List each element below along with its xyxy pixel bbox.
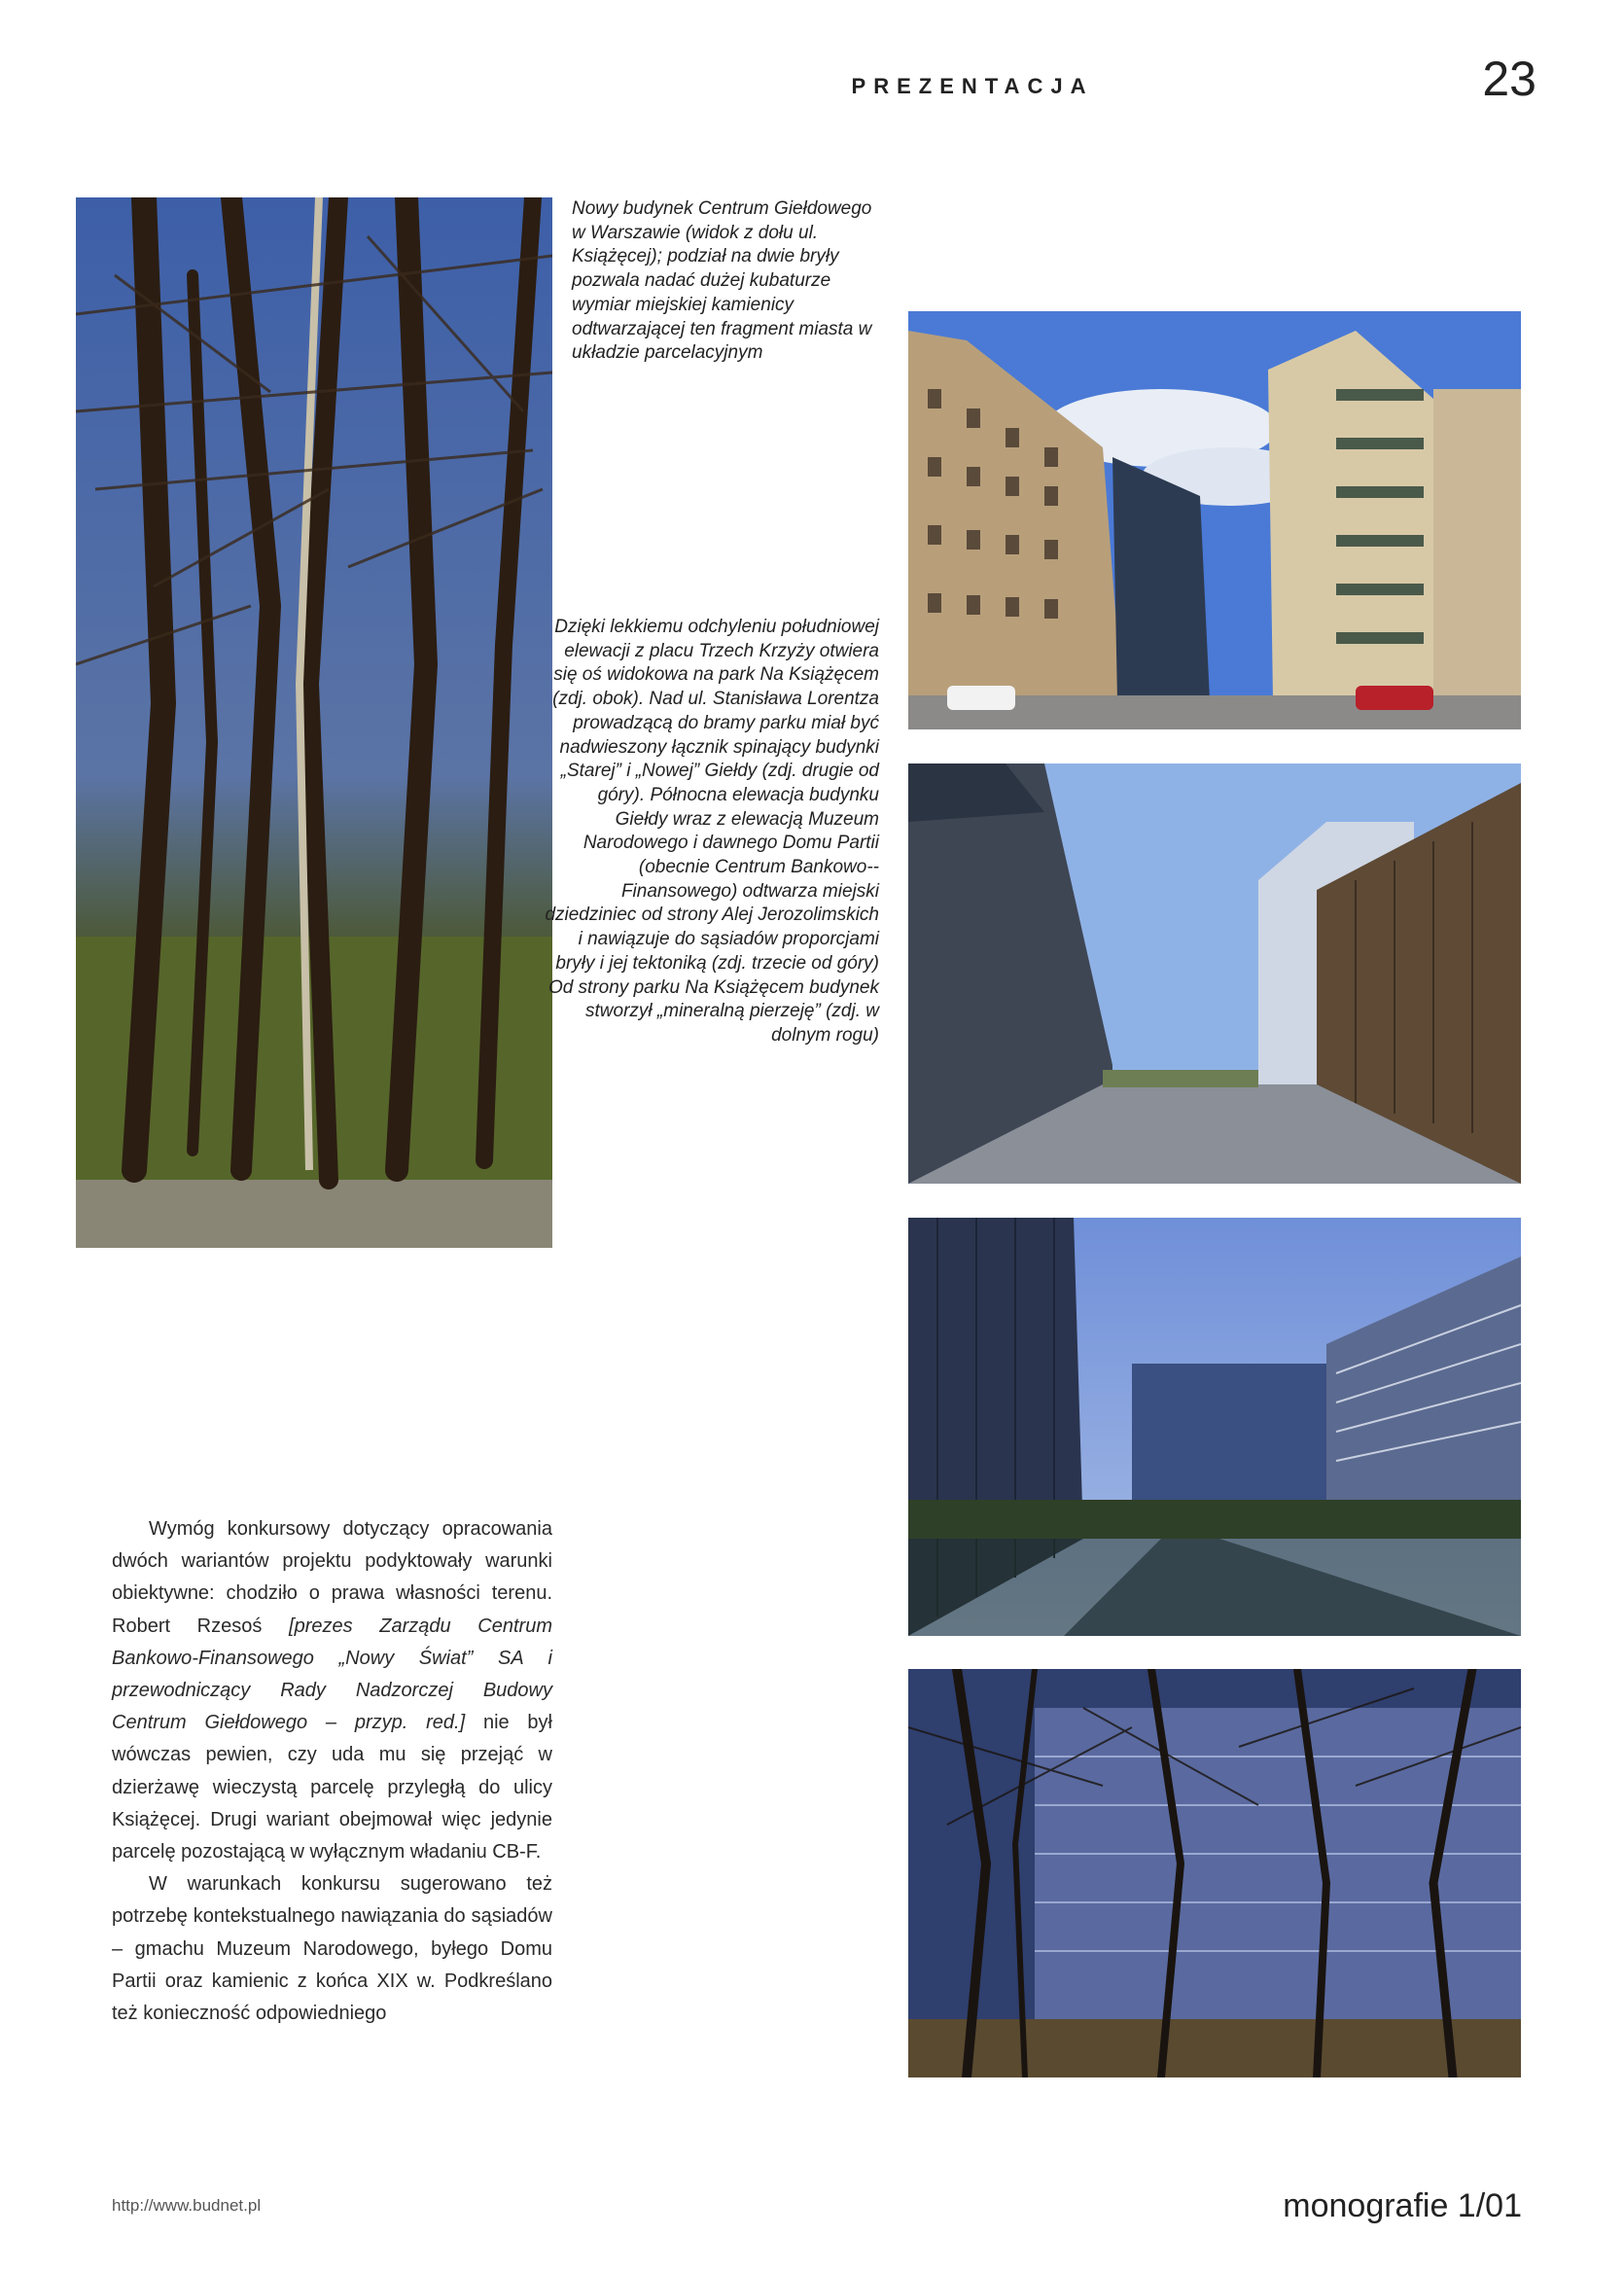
photo-building-trees (908, 1669, 1521, 2077)
footer-url-link[interactable]: http://www.budnet.pl (112, 2196, 262, 2215)
photo-courtyard-street (908, 763, 1521, 1184)
editor-note: [prezes Zarządu Centrum Bankowo-Finansowego „Nowy Świat” SA i przewodniczący Rady Nadzorczej Budowy Centrum Giełdowego – przyp. red.] (112, 1615, 552, 1734)
section-title: PREZENTACJA (851, 74, 1094, 98)
photo-street-ing-building (908, 311, 1521, 729)
body-paragraph-1-text-b: nie był wówczas pewien, czy uda mu się przejąć w dzierżawę wieczystą parcelę przyległą do ulicy Książęcej. Drugi wariant obejmował więc jedynie parcelę pozostającą w wyłącznym władaniu CB-F. (112, 1712, 552, 1864)
body-paragraph-1 (112, 1513, 552, 1868)
photo-dusk-courtyard (908, 1218, 1521, 1636)
body-paragraph-2: W warunkach konkursu sugerowano też potrzebę kontekstualnego nawiązania do sąsiadów – gmachu Muzeum Narodowego, byłego Domu Partii oraz kamienic z końca XIX w. Podkreślano też konieczność odpowiedniego (112, 1873, 552, 2025)
footer-issue: monografie 1/01 (1283, 2187, 1522, 2224)
page-number: 23 (1482, 52, 1536, 106)
article-body (112, 1513, 552, 2030)
caption-middle: Dzięki lekkiemu odchyleniu południowej elewacji z placu Trzech Krzyży otwiera się oś widokowa na park Na Książęcem (zdj. obok). Nad ul. Stanisława Lorentza prowadzącą do bramy parku miał być nadwieszony łącznik spinający budynki „Starej” i „Nowej” Giełdy (zdj. drugie od góry). Północna elewacja budynku Giełdy wraz z elewacją Muzeum Narodowego i dawnego Domu Partii (obecnie Centrum Bankowo--Finansowego) odtwarza miejski dziedziniec od strony Alej Jerozolimskich i nawiązuje do sąsiadów proporcjami bryły i jej tektoniką (zdj. trzecie od góry) Od strony parku Na Książęcem budynek stworzył „mineralną pierzeję” (zdj. w dolnym rogu) (545, 617, 879, 1046)
caption-top: Nowy budynek Centrum Giełdowego w Warszawie (widok z dołu ul. Książęcej); podział na dwie bryły pozwala nadać dużej kubaturze wymiar miejskiej kamienicy odtwarzającej ten fragment miasta w układzie parcelacyjnym (572, 198, 872, 364)
body-paragraph-1-text-a: Wymóg konkursowy dotyczący opracowania dwóch wariantów projektu podyktowały warunki obiektywne: chodziło o prawa własności terenu. Robert Rzesoś (112, 1518, 552, 1637)
photo-park-trees (76, 197, 552, 1248)
